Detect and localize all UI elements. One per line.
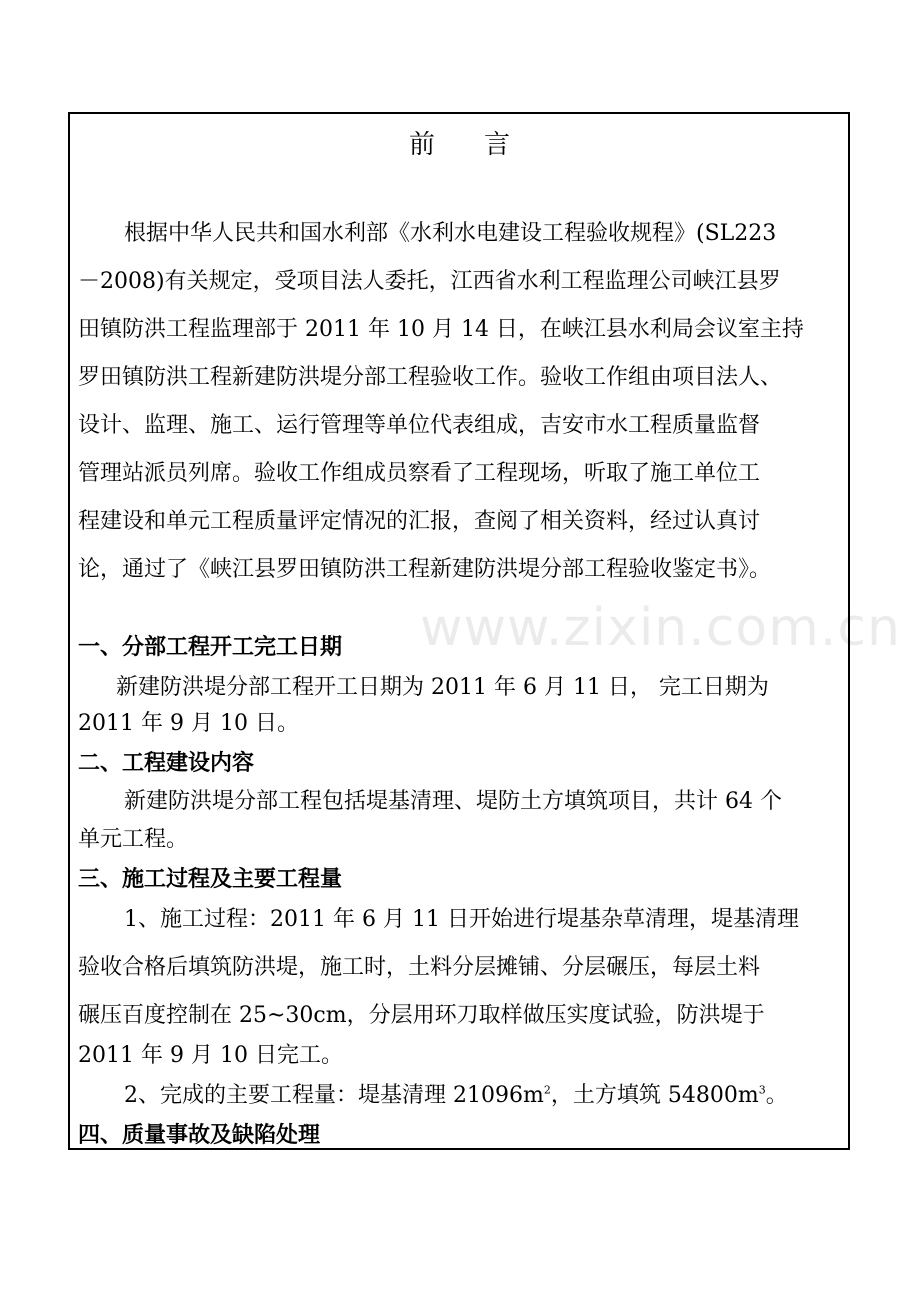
section-heading-1: 一、分部工程开工完工日期	[78, 635, 343, 660]
section1-line: 新建防洪堤分部工程开工日期为 2011 年 6 月 11 日， 完工日期为	[116, 675, 769, 700]
section-heading-4: 四、质量事故及缺陷处理	[78, 1123, 321, 1148]
preface-line: 论，通过了《峡江县罗田镇防洪工程新建防洪堤分部工程验收鉴定书》。	[78, 557, 772, 582]
section2-line: 单元工程。	[78, 827, 189, 852]
watermark: www.zixin.com.cn	[420, 598, 901, 658]
section3-line: 验收合格后填筑防洪堤，施工时，土料分层摊铺、分层碾压，每层土料	[78, 955, 761, 980]
preface-line: 田镇防洪工程监理部于 2011 年 10 月 14 日，在峡江县水利局会议室主持	[78, 317, 804, 342]
section3-line: 1、施工过程：2011 年 6 月 11 日开始进行堤基杂草清理，堤基清理	[124, 907, 799, 932]
quantities-suffix: 。	[765, 1083, 788, 1108]
superscript-3: 3	[758, 1083, 766, 1097]
page-title	[0, 124, 920, 161]
quantities-middle: ，土方填筑 54800m	[550, 1083, 759, 1108]
title-char-2: 言	[484, 130, 512, 160]
preface-line: 程建设和单元工程质量评定情况的汇报，查阅了相关资料，经过认真讨	[78, 509, 761, 534]
title-char-1: 前	[408, 130, 436, 160]
preface-line: －2008)有关规定，受项目法人委托，江西省水利工程监理公司峡江县罗	[78, 269, 781, 294]
section3-line: 2011 年 9 月 10 日完工。	[78, 1043, 343, 1068]
section2-line: 新建防洪堤分部工程包括堤基清理、堤防土方填筑项目，共计 64 个	[124, 789, 782, 814]
section1-line: 2011 年 9 月 10 日。	[78, 711, 299, 736]
quantities-line	[124, 1080, 788, 1112]
section-heading-3: 三、施工过程及主要工程量	[78, 867, 343, 892]
section3-line: 碾压百度控制在 25~30cm，分层用环刀取样做压实度试验，防洪堤于	[78, 1003, 765, 1028]
superscript-2: 2	[543, 1083, 551, 1097]
section-heading-2: 二、工程建设内容	[78, 751, 255, 776]
preface-line: 管理站派员列席。验收工作组成员察看了工程现场，听取了施工单位工	[78, 461, 761, 486]
preface-line: 设计、监理、施工、运行管理等单位代表组成，吉安市水工程质量监督	[78, 413, 761, 438]
preface-line: 罗田镇防洪工程新建防洪堤分部工程验收工作。验收工作组由项目法人、	[78, 365, 783, 390]
preface-line: 根据中华人民共和国水利部《水利水电建设工程验收规程》(SL223	[124, 221, 777, 246]
quantities-prefix: 2、完成的主要工程量：堤基清理 21096m	[124, 1083, 544, 1108]
